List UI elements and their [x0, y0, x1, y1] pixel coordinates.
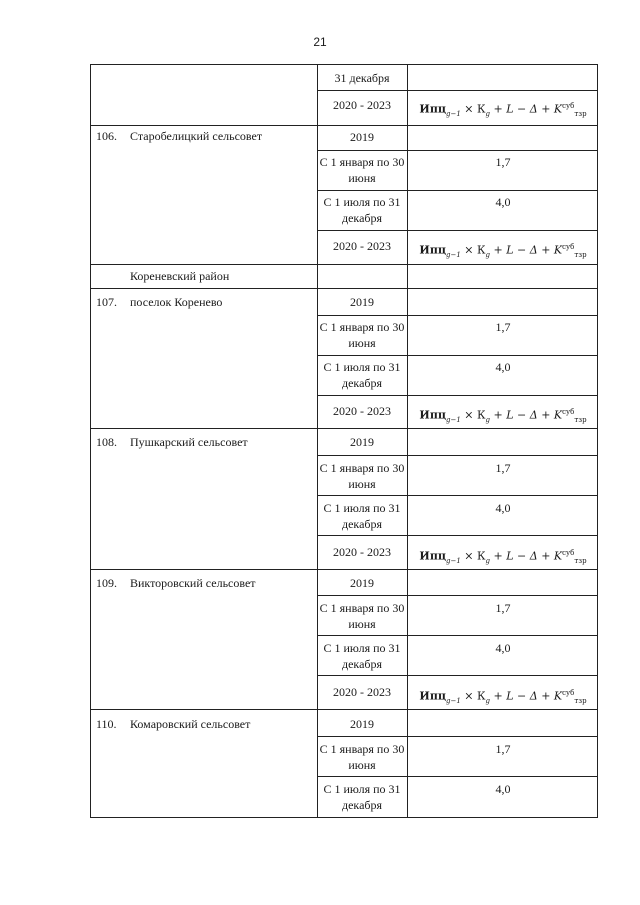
period-cell: С 1 января по 30 июня [319, 155, 405, 185]
row-rule [90, 709, 598, 710]
rate-value: 4,0 [495, 641, 511, 655]
rate-value: 1,7 [495, 601, 511, 615]
period-cell: С 1 января по 30 июня [319, 601, 405, 631]
subrow-rule [317, 776, 598, 777]
municipality-name: Старобелицкий сельсовет [130, 129, 263, 143]
period-cell: С 1 июля по 31 декабря [323, 501, 401, 531]
subrow-rule [317, 455, 598, 456]
year-cell: 2019 [350, 435, 374, 449]
subrow-rule [317, 190, 598, 191]
formula-cell: $Ипц_{g-1} \times К_g + L - \Delta + K^{суб}_{тзр}$ [419, 689, 587, 705]
subrow-rule [317, 150, 598, 151]
year-cell: 2019 [350, 130, 374, 144]
period-cell: 31 декабря [334, 71, 390, 85]
subrow-rule [317, 675, 598, 676]
year-cell: 2019 [350, 576, 374, 590]
subrow-rule [317, 395, 598, 396]
period-cell: 2020 - 2023 [333, 545, 391, 559]
municipality-name: поселок Коренево [130, 295, 223, 309]
row-rule [90, 64, 598, 65]
rate-value: 1,7 [495, 461, 511, 475]
subrow-rule [317, 355, 598, 356]
subrow-rule [317, 736, 598, 737]
period-cell: 2020 - 2023 [333, 98, 391, 112]
rate-value: 4,0 [495, 360, 511, 374]
year-cell: 2019 [350, 717, 374, 731]
period-cell: С 1 июля по 31 декабря [323, 360, 401, 390]
formula-cell: $Ипц_{g-1} \times К_g + L - \Delta + K^{суб}_{тзр}$ [419, 408, 587, 424]
municipality-name: Комаровский сельсовет [130, 717, 251, 731]
municipality-name: Викторовский сельсовет [130, 576, 256, 590]
subrow-rule [317, 595, 598, 596]
row-rule [90, 428, 598, 429]
period-cell: 2020 - 2023 [333, 404, 391, 418]
rate-value: 4,0 [495, 195, 511, 209]
row-rule [90, 264, 598, 265]
period-cell: С 1 июля по 31 декабря [323, 782, 401, 812]
period-cell: 2020 - 2023 [333, 239, 391, 253]
row-rule [90, 817, 598, 818]
table-border-left [90, 64, 91, 818]
subrow-rule [317, 535, 598, 536]
rate-value: 1,7 [495, 320, 511, 334]
row-rule [90, 288, 598, 289]
period-cell: С 1 января по 30 июня [319, 742, 405, 772]
row-number: 108. [96, 435, 117, 449]
period-cell: 2020 - 2023 [333, 685, 391, 699]
row-number: 109. [96, 576, 117, 590]
subrow-rule [317, 635, 598, 636]
period-cell: С 1 января по 30 июня [319, 461, 405, 491]
formula-cell: $Ипц_{g-1} \times К_g + L - \Delta + K^{суб}_{тзр}$ [419, 243, 587, 259]
row-number: 110. [96, 717, 117, 731]
row-number: 107. [96, 295, 117, 309]
period-cell: С 1 июля по 31 декабря [323, 641, 401, 671]
row-rule [90, 125, 598, 126]
district-name: Кореневский район [130, 269, 230, 283]
subrow-rule [317, 495, 598, 496]
formula-cell: $Ипц_{g-1} \times К_g + L - \Delta + K^{суб}_{тзр}$ [419, 102, 587, 118]
rate-value: 1,7 [495, 155, 511, 169]
page-number: 21 [313, 35, 327, 49]
tariff-table [90, 64, 598, 818]
rate-value: 1,7 [495, 742, 511, 756]
rate-value: 4,0 [495, 501, 511, 515]
subrow-rule [317, 90, 598, 91]
formula-cell: $Ипц_{g-1} \times К_g + L - \Delta + K^{суб}_{тзр}$ [419, 549, 587, 565]
subrow-rule [317, 315, 598, 316]
period-cell: С 1 июля по 31 декабря [323, 195, 401, 225]
subrow-rule [317, 230, 598, 231]
row-number: 106. [96, 129, 117, 143]
municipality-name: Пушкарский сельсовет [130, 435, 248, 449]
period-cell: С 1 января по 30 июня [319, 320, 405, 350]
year-cell: 2019 [350, 295, 374, 309]
row-rule [90, 569, 598, 570]
rate-value: 4,0 [495, 782, 511, 796]
